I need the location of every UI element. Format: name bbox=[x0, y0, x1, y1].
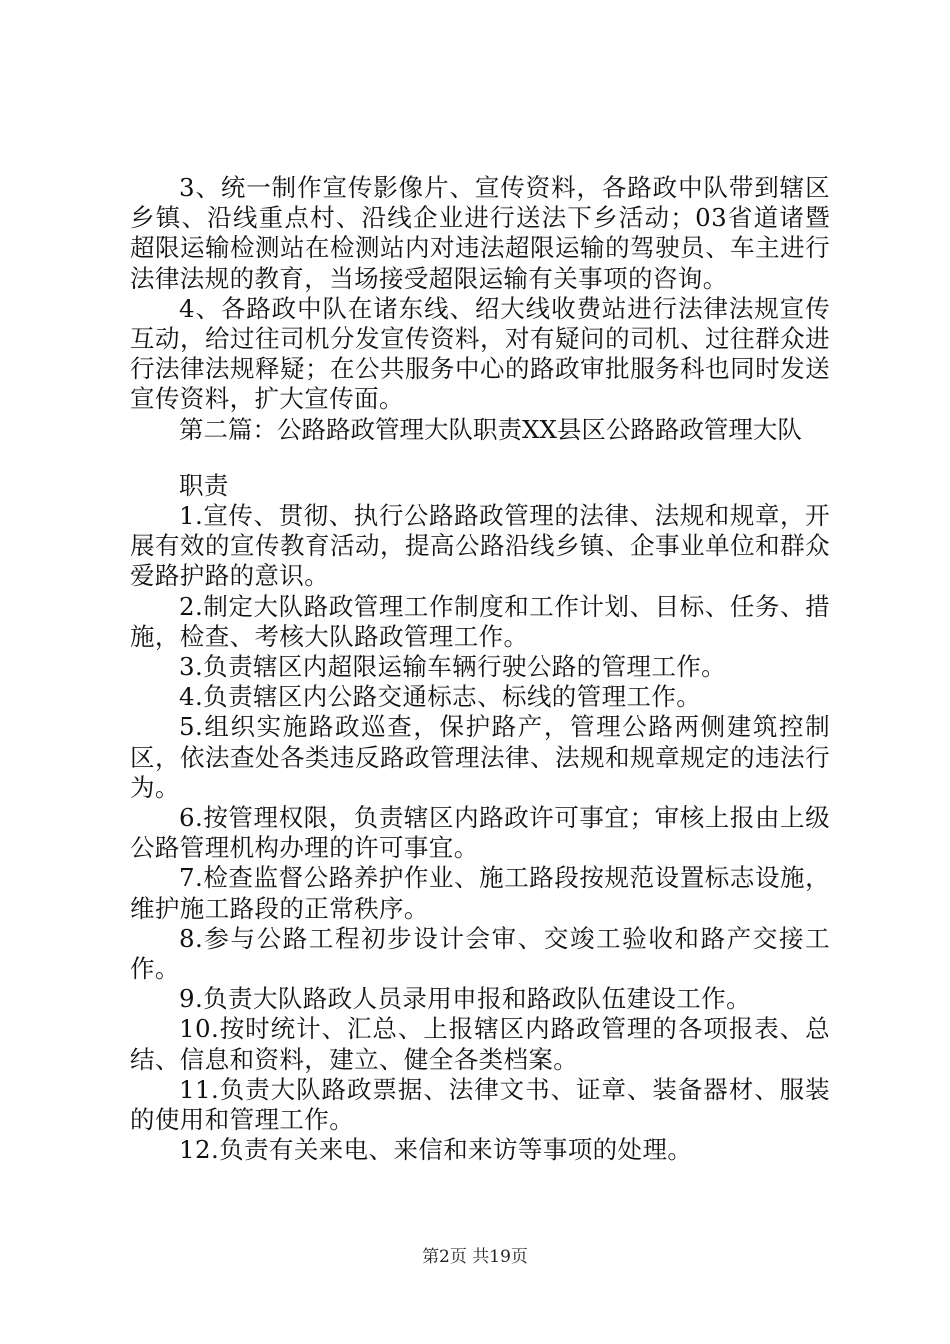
section-title: 第二篇：公路路政管理大队职责XX县区公路路政管理大队 bbox=[179, 414, 802, 444]
duty-item: 1.宣传、贯彻、执行公路路政管理的法律、法规和规章，开展有效的宣传教育活动，提高公路沿线乡镇、企事业单位和群众爱路护路的意识。 bbox=[130, 501, 830, 591]
duty-item: 11.负责大队路政票据、法律文书、证章、装备器材、服装的使用和管理工作。 bbox=[130, 1074, 830, 1135]
duty-item: 7.检查监督公路养护作业、施工路段按规范设置标志设施，维护施工路段的正常秩序。 bbox=[130, 863, 830, 923]
page-number-footer: 第2页 共19页 bbox=[422, 1247, 528, 1267]
section-subheading: 职责 bbox=[179, 470, 229, 500]
paragraph: 3、统一制作宣传影像片、宣传资料，各路政中队带到辖区乡镇、沿线重点村、沿线企业进行送法下乡活动；03省道诸暨超限运输检测站在检测站内对违法超限运输的驾驶员、车主进行法律法规的教育，当场接受超限运输有关事项的咨询。 bbox=[130, 173, 830, 293]
duty-item: 6.按管理权限，负责辖区内路政许可事宜；审核上报由上级公路管理机构办理的许可事宜。 bbox=[130, 803, 830, 863]
duty-item: 12.负责有关来电、来信和来访等事项的处理。 bbox=[179, 1135, 693, 1165]
duty-item: 5.组织实施路政巡查，保护路产，管理公路两侧建筑控制区，依法查处各类违反路政管理法律、法规和规章规定的违法行为。 bbox=[130, 712, 830, 802]
duty-item: 2.制定大队路政管理工作制度和工作计划、目标、任务、措施，检查、考核大队路政管理工作。 bbox=[130, 591, 830, 651]
document-body bbox=[130, 173, 830, 1166]
duty-item: 4.负责辖区内公路交通标志、标线的管理工作。 bbox=[179, 682, 702, 712]
duty-item: 9.负责大队路政人员录用申报和路政队伍建设工作。 bbox=[179, 984, 751, 1014]
duty-item: 8.参与公路工程初步设计会审、交竣工验收和路产交接工作。 bbox=[130, 923, 830, 984]
duty-item: 10.按时统计、汇总、上报辖区内路政管理的各项报表、总结、信息和资料，建立、健全各类档案。 bbox=[130, 1014, 830, 1074]
duty-item: 3.负责辖区内超限运输车辆行驶公路的管理工作。 bbox=[179, 652, 727, 682]
paragraph: 4、各路政中队在诸东线、绍大线收费站进行法律法规宣传互动，给过往司机分发宣传资料，对有疑问的司机、过往群众进行法律法规释疑；在公共服务中心的路政审批服务科也同时发送宣传资料，扩大宣传面。 bbox=[130, 293, 830, 414]
